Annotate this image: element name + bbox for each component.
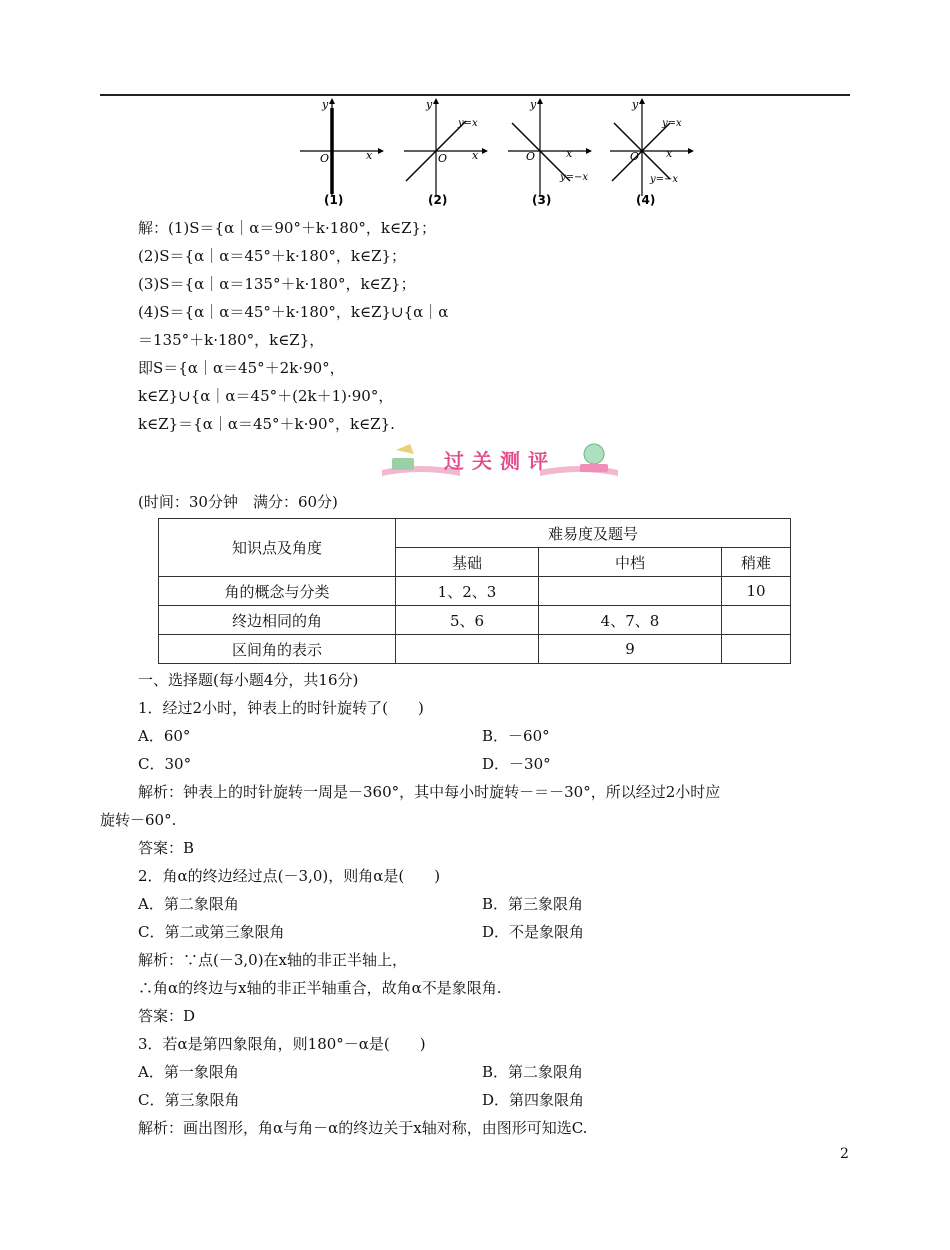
row-hard: 10 <box>722 577 791 606</box>
fig1-x-label: x <box>366 149 373 162</box>
fig4-origin-label: O <box>630 150 640 163</box>
figure-2 <box>400 96 500 212</box>
row-hard <box>722 635 791 664</box>
solution-line-5: ＝135°＋k·180°，k∈Z}， <box>138 331 325 349</box>
solution-line-7: k∈Z}∪{α｜α＝45°＋(2k＋1)·90°， <box>138 387 394 405</box>
question-3-stem: 3．若α是第四象限角，则180°－α是( ) <box>138 1035 426 1053</box>
question-1-option-b: B．－60° <box>482 727 550 745</box>
row-medium: 9 <box>539 635 722 664</box>
question-3-option-a: A．第一象限角 <box>138 1063 239 1081</box>
solution-line-6: 即S＝{α｜α＝45°＋2k·90°， <box>138 359 345 377</box>
fig3-x-label: x <box>566 147 573 160</box>
question-2-option-d: D．不是象限角 <box>482 923 585 941</box>
row-medium <box>539 577 722 606</box>
question-1-analysis-2: 旋转－60°. <box>100 811 177 829</box>
fig2-caption: (2) <box>428 193 448 207</box>
question-2-option-a: A．第二象限角 <box>138 895 239 913</box>
fig4-line-label-1: y=x <box>662 118 682 129</box>
row-topic: 区间角的表示 <box>159 635 396 664</box>
fig1-origin-label: O <box>320 152 330 165</box>
row-basic: 5、6 <box>396 606 539 635</box>
section-banner <box>380 440 620 480</box>
question-3-option-d: D．第四象限角 <box>482 1091 585 1109</box>
figure-row <box>296 96 716 212</box>
row-hard <box>722 606 791 635</box>
knowledge-table <box>158 518 791 664</box>
question-1-option-a: A．60° <box>138 727 191 745</box>
table-header-row <box>159 519 791 548</box>
fig3-y-label: y <box>530 98 537 111</box>
level-basic: 基础 <box>396 548 539 577</box>
question-2-stem: 2．角α的终边经过点(－3,0)，则角α是( ) <box>138 867 441 885</box>
fig3-line-label: y=−x <box>560 172 589 183</box>
question-2-analysis-1: 解析：∵点(－3,0)在x轴的非正半轴上， <box>138 951 408 969</box>
fig4-x-label: x <box>666 147 673 160</box>
fig2-line-label: y=x <box>458 118 478 129</box>
level-medium: 中档 <box>539 548 722 577</box>
question-1-analysis-1: 解析：钟表上的时针旋转一周是－360°，其中每小时旋转－＝－30°，所以经过2小时应 <box>138 783 721 801</box>
time-info: (时间：30分钟 满分：60分) <box>138 493 338 511</box>
row-basic <box>396 635 539 664</box>
fig4-line-label-2: y=−x <box>650 174 679 185</box>
fig2-y-label: y <box>426 98 433 111</box>
fig2-origin-label: O <box>438 152 448 165</box>
row-topic: 终边相同的角 <box>159 606 396 635</box>
question-3-option-c: C．第三象限角 <box>138 1091 240 1109</box>
question-1-stem: 1．经过2小时，钟表上的时针旋转了( ) <box>138 699 424 717</box>
row-medium: 4、7、8 <box>539 606 722 635</box>
question-3-option-b: B．第二象限角 <box>482 1063 584 1081</box>
row-basic: 1、2、3 <box>396 577 539 606</box>
question-2-analysis-2: ∴角α的终边与x轴的非正半轴重合，故角α不是象限角. <box>138 979 502 997</box>
header-topic: 知识点及角度 <box>159 519 396 577</box>
fig3-origin-label: O <box>526 150 536 163</box>
header-difficulty: 难易度及题号 <box>396 519 791 548</box>
question-2-answer: 答案：D <box>138 1007 196 1025</box>
fig3-caption: (3) <box>532 193 552 207</box>
solution-line-1: 解：(1)S＝{α｜α＝90°＋k·180°，k∈Z}； <box>138 219 437 237</box>
table-row <box>159 577 791 606</box>
fig2-x-label: x <box>472 149 479 162</box>
question-1-option-c: C．30° <box>138 755 192 773</box>
level-hard: 稍难 <box>722 548 791 577</box>
table-row <box>159 635 791 664</box>
solution-line-3: (3)S＝{α｜α＝135°＋k·180°，k∈Z}； <box>138 275 416 293</box>
figure-4 <box>606 96 716 212</box>
figure-1 <box>296 96 396 212</box>
table-row <box>159 606 791 635</box>
fig4-caption: (4) <box>636 193 656 207</box>
fig1-y-label: y <box>322 98 329 111</box>
section-title: 一、选择题(每小题4分，共16分) <box>138 671 359 689</box>
page-number: 2 <box>840 1146 849 1162</box>
question-2-option-c: C．第二或第三象限角 <box>138 923 285 941</box>
question-1-answer: 答案：B <box>138 839 195 857</box>
solution-line-2: (2)S＝{α｜α＝45°＋k·180°，k∈Z}； <box>138 247 407 265</box>
fig1-caption: (1) <box>324 193 344 207</box>
question-2-option-b: B．第三象限角 <box>482 895 584 913</box>
fig4-y-label: y <box>632 98 639 111</box>
solution-line-8: k∈Z}＝{α｜α＝45°＋k·90°，k∈Z}. <box>138 415 395 433</box>
figure-3 <box>504 96 604 212</box>
row-topic: 角的概念与分类 <box>159 577 396 606</box>
banner-title: 过关测评 <box>444 449 556 473</box>
question-1-option-d: D．－30° <box>482 755 551 773</box>
question-3-analysis-1: 解析：画出图形，角α与角－α的终边关于x轴对称，由图形可知选C. <box>138 1119 588 1137</box>
solution-line-4: (4)S＝{α｜α＝45°＋k·180°，k∈Z}∪{α｜α <box>138 303 449 321</box>
